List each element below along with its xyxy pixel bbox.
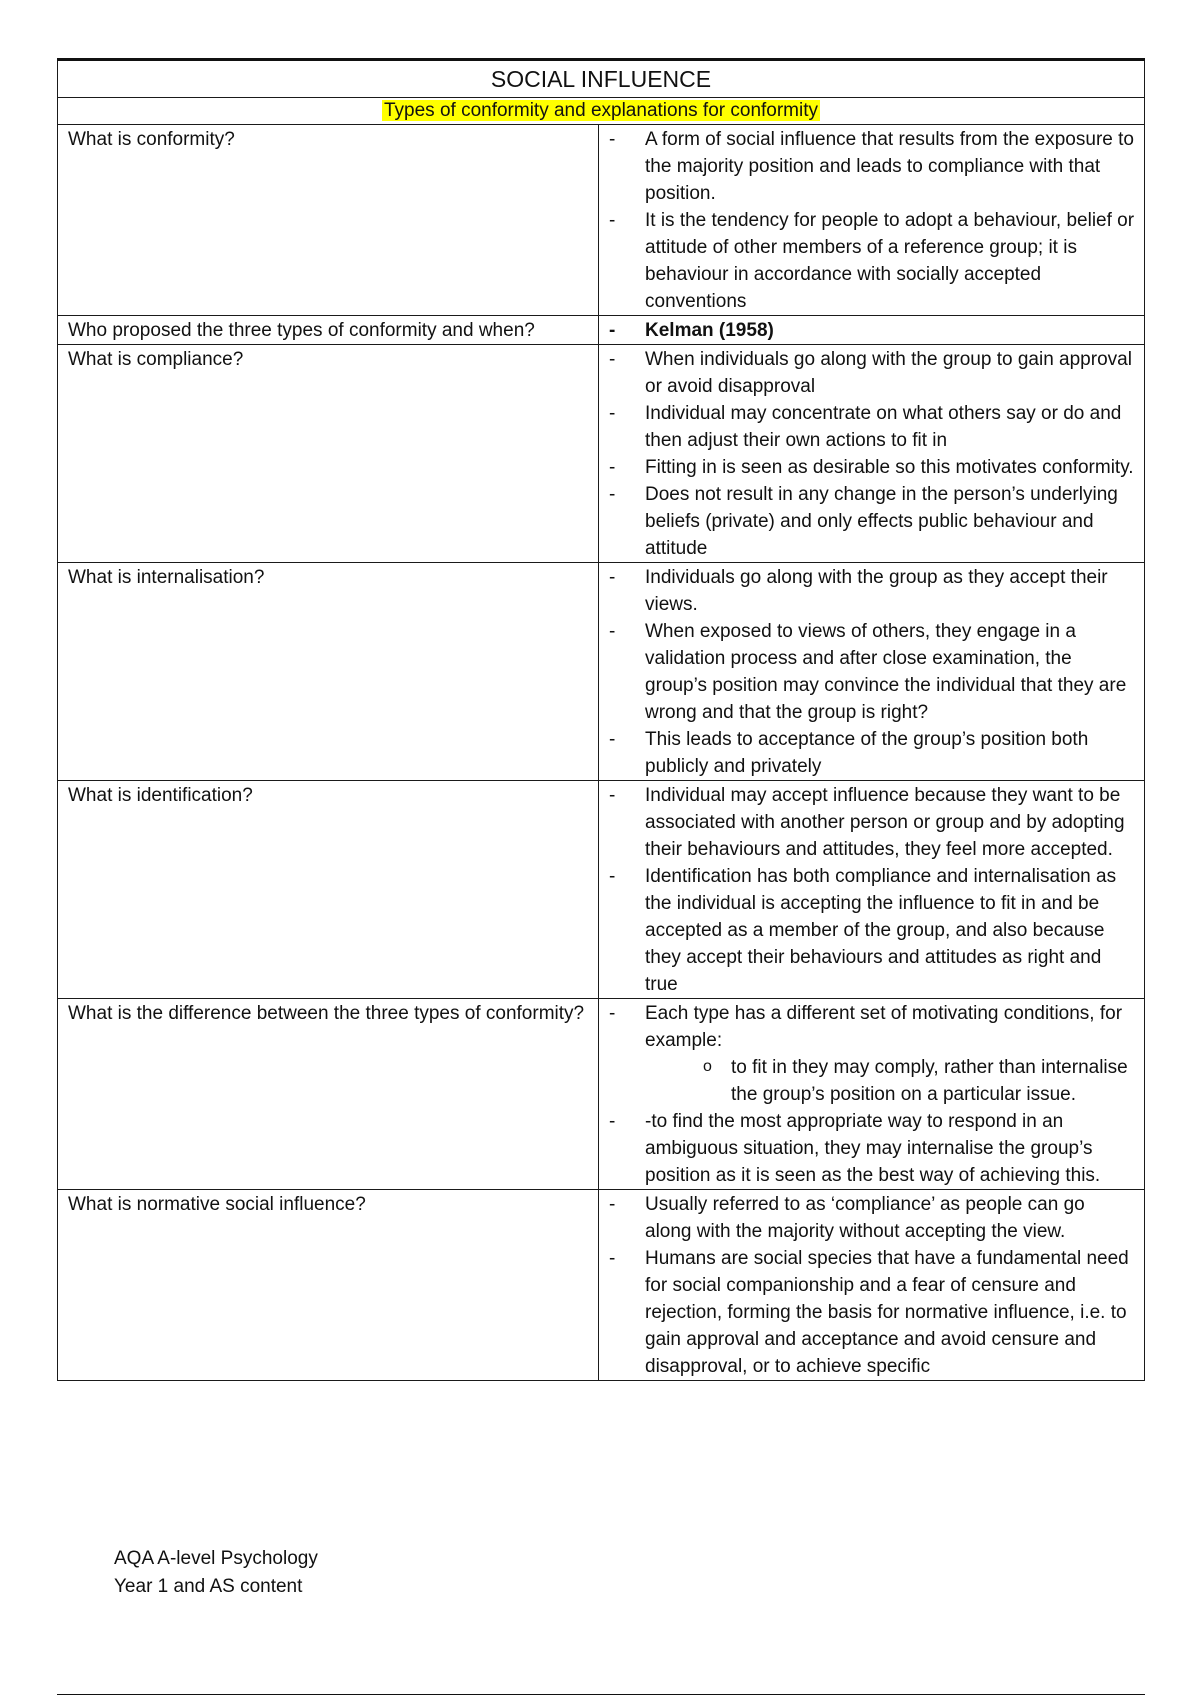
answer-bullet: - When individuals go along with the group to gain approval or avoid disapproval (599, 346, 1136, 400)
page-footer (114, 1545, 318, 1601)
answer-cell (599, 345, 1145, 563)
table-row (58, 563, 1145, 781)
answer-bullet: - Fitting in is seen as desirable so this motivates conformity. (599, 454, 1136, 481)
question-cell: What is the difference between the three types of conformity? (58, 999, 599, 1190)
notes-table (57, 58, 1145, 1381)
subtitle-cell (58, 98, 1145, 125)
answer-cell (599, 1190, 1145, 1381)
answer-bullet: - Individual may concentrate on what others say or do and then adjust their own actions to fit in (599, 400, 1136, 454)
bottom-divider (57, 1694, 1145, 1695)
answer-cell (599, 316, 1145, 345)
answer-bullet: - Humans are social species that have a fundamental need for social companionship and a fear of censure and rejection, forming the basis for normative influence, i.e. to gain approval and acceptance and avoid censure and disapproval, or to achieve specific (599, 1245, 1136, 1380)
answer-bullet: - When exposed to views of others, they engage in a validation process and after close examination, the group’s position may convince the individual that they are wrong and that the group is right? (599, 618, 1136, 726)
question-cell: Who proposed the three types of conformity and when? (58, 316, 599, 345)
answer-bullet: - A form of social influence that results from the exposure to the majority position and leads to compliance with that position. (599, 126, 1136, 207)
answer-bullet: - -to find the most appropriate way to respond in an ambiguous situation, they may internalise the group’s position as it is seen as the best way of achieving this. (599, 1108, 1136, 1189)
answer-bullet: - Does not result in any change in the person’s underlying beliefs (private) and only effects public behaviour and attitude (599, 481, 1136, 562)
table-row (58, 781, 1145, 999)
question-cell: What is identification? (58, 781, 599, 999)
answer-cell (599, 125, 1145, 316)
question-cell: What is normative social influence? (58, 1190, 599, 1381)
answer-cell (599, 563, 1145, 781)
answer-bullet: - Identification has both compliance and internalisation as the individual is accepting the influence to fit in and be accepted as a member of the group, and also because they accept their behaviours and attitudes as right and true (599, 863, 1136, 998)
footer-level: Year 1 and AS content (114, 1576, 303, 1597)
answer-bullet: - This leads to acceptance of the group’s position both publicly and privately (599, 726, 1136, 780)
answer-cell (599, 781, 1145, 999)
document-subtitle: Types of conformity and explanations for conformity (383, 100, 819, 121)
table-row (58, 345, 1145, 563)
answer-sub-bullet: o to fit in they may comply, rather than internalise the group’s position on a particular issue. (599, 1054, 1136, 1108)
answer-bullet: - Individual may accept influence because they want to be associated with another person or group and by adopting their behaviours and attitudes, they feel more accepted. (599, 782, 1136, 863)
table-row (58, 316, 1145, 345)
answer-bullet: - Kelman (1958) (599, 317, 1136, 344)
table-row (58, 125, 1145, 316)
title-row (58, 60, 1145, 98)
document-title: SOCIAL INFLUENCE (58, 60, 1145, 98)
answer-bullet: - Individuals go along with the group as they accept their views. (599, 564, 1136, 618)
answer-bullet (599, 1000, 1136, 1054)
footer-course: AQA A-level Psychology (114, 1548, 318, 1569)
answer-intro: Each type has a different set of motivating conditions, for example: (645, 1003, 1123, 1051)
question-cell: What is compliance? (58, 345, 599, 563)
answer-cell (599, 999, 1145, 1190)
subtitle-row (58, 98, 1145, 125)
answer-bullet: - Usually referred to as ‘compliance’ as people can go along with the majority without accepting the view. (599, 1191, 1136, 1245)
question-cell: What is conformity? (58, 125, 599, 316)
table-row (58, 1190, 1145, 1381)
answer-bullet: - It is the tendency for people to adopt a behaviour, belief or attitude of other members of a reference group; it is behaviour in accordance with socially accepted conventions (599, 207, 1136, 315)
question-cell: What is internalisation? (58, 563, 599, 781)
table-row (58, 999, 1145, 1190)
